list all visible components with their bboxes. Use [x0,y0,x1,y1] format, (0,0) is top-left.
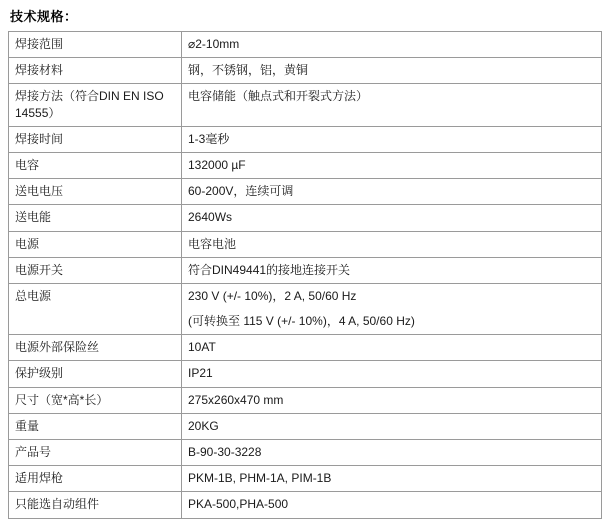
table-body [9,32,602,519]
row-value [182,32,602,58]
table-row [9,361,602,387]
row-value [182,361,602,387]
row-label: 总电源 [9,283,182,334]
table-row [9,413,602,439]
table-row [9,387,602,413]
table-row [9,257,602,283]
row-value [182,84,602,126]
page-title: 技术规格： [10,9,78,24]
table-row [9,283,602,334]
row-label: 焊接材料 [9,58,182,84]
row-label: 重量 [9,413,182,439]
row-value-text: 电容电池 [188,236,237,251]
table-row [9,152,602,178]
table-row [9,179,602,205]
table-row [9,205,602,231]
table-row [9,466,602,492]
row-value-text: 钢，不锈钢，铝，黄铜 [188,63,309,78]
table-row [9,335,602,361]
row-value-text: PKA-500,PHA-500 [188,497,289,512]
row-label: 只能选自动组件 [9,492,182,518]
row-value [182,440,602,466]
row-value [182,257,602,283]
row-value [182,466,602,492]
row-label: 尺寸（宽*高*长） [9,387,182,413]
row-label: 焊接方法（符合DIN EN ISO 14555） [9,84,182,126]
row-label: 送电能 [9,205,182,231]
row-value-text: 电容储能（触点式和开裂式方法） [188,89,369,104]
table-row [9,32,602,58]
row-value-text: 1-3毫秒 [188,131,230,146]
row-value-text: 2640Ws [188,210,233,225]
row-label: 电源开关 [9,257,182,283]
row-label: 产品号 [9,440,182,466]
row-value [182,231,602,257]
row-value [182,179,602,205]
row-label: 电源 [9,231,182,257]
table-row [9,440,602,466]
row-value-text: 符合DIN49441的接地连接开关 [188,262,351,277]
specifications-table [8,31,602,519]
row-value-text: 132000 µF [188,157,246,172]
row-value-text: 60-200V，连续可调 [188,184,294,199]
row-value-text: 10AT [188,340,216,355]
row-value-text: B-90-30-3228 [188,445,262,459]
row-value [182,58,602,84]
row-value [182,387,602,413]
row-label: 电源外部保险丝 [9,335,182,361]
row-label: 保护级别 [9,361,182,387]
row-value [182,283,602,334]
table-row [9,126,602,152]
table-row [9,492,602,518]
row-value [182,413,602,439]
row-value [182,205,602,231]
row-value-text: 275x260x470 mm [188,392,284,407]
table-row [9,231,602,257]
row-value-text: 230 V (+/- 10%)，2 A, 50/60 Hz [188,288,357,303]
row-value [182,152,602,178]
row-value-text: IP21 [188,366,213,381]
row-value [182,126,602,152]
row-label: 焊接时间 [9,126,182,152]
row-label: 电容 [9,152,182,178]
row-value [182,335,602,361]
row-label: 适用焊枪 [9,466,182,492]
row-label: 焊接范围 [9,32,182,58]
row-value-text: 20KG [188,418,219,433]
table-row [9,84,602,126]
row-value-secondary: (可转换至 115 V (+/- 10%)，4 A, 50/60 Hz) [188,314,415,329]
table-row [9,58,602,84]
row-label: 送电电压 [9,179,182,205]
row-value-text: PKM-1B, PHM-1A, PIM-1B [188,471,332,486]
row-value-text: ⌀2-10mm [188,37,240,51]
row-value [182,492,602,518]
